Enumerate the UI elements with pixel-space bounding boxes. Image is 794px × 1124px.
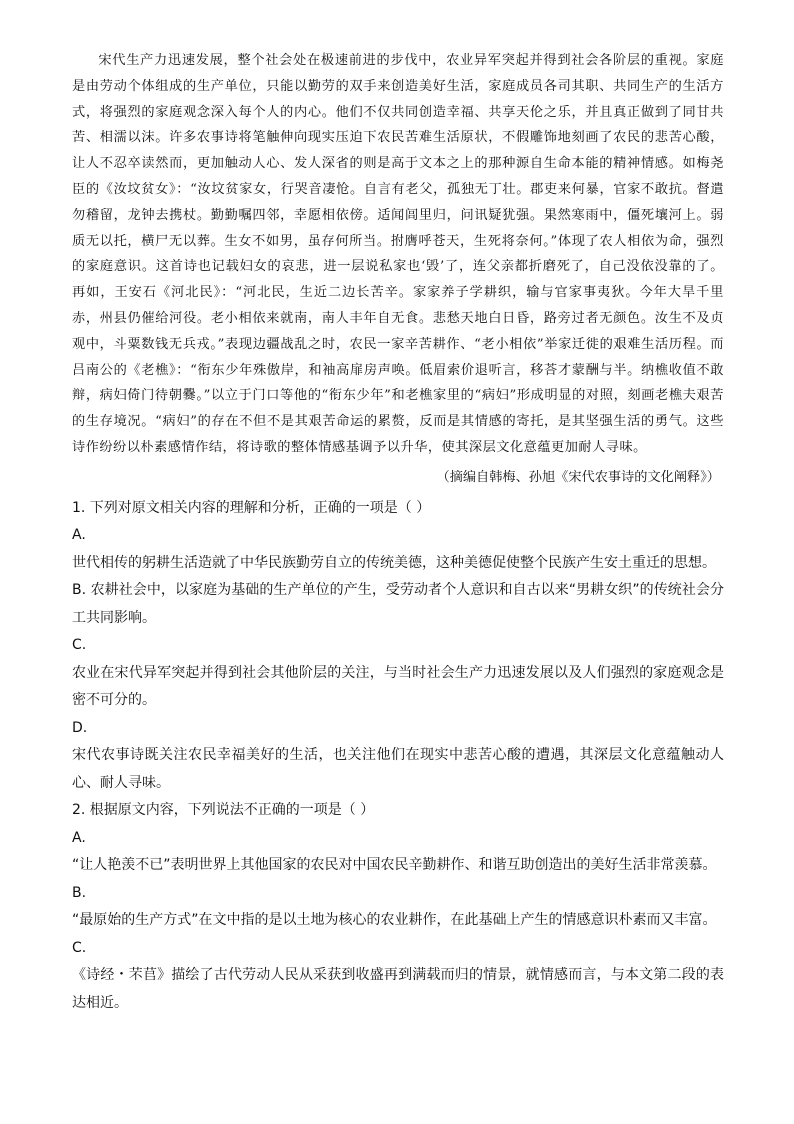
question-1: [72, 495, 724, 798]
question-1-option-b-text: 农耕社会中，以家庭为基础的生产单位的产生，受劳动者个人意识和自古以来“男耕女织”的传统社会分工共同影响。: [72, 582, 724, 626]
question-2-option-b-label: B.: [72, 884, 87, 901]
question-2-option-a-text: “让人艳羡不已”表明世界上其他国家的农民对中国农民辛勤耕作、和谐互助创造出的美好生活非常羡慕。: [72, 857, 717, 874]
question-1-option-b-label: B.: [72, 582, 87, 599]
question-1-option-c-label: C.: [72, 637, 87, 654]
question-2-option-a-label: A.: [72, 829, 86, 846]
question-1-option-d-label: D.: [72, 719, 88, 736]
question-2-option-c-label: C.: [72, 939, 87, 956]
passage-source: （摘编自韩梅、孙旭《宋代农事诗的文化阐释》）: [436, 469, 720, 485]
question-1-option-b: [72, 577, 724, 632]
question-2: [72, 797, 724, 1017]
question-2-stem: 2. 根据原文内容，下列说法不正确的一项是（ ）: [72, 802, 375, 819]
passage-text: 宋代生产力迅速发展，整个社会处在极速前进的步伐中，农业异军突起并得到社会各阶层的重视。家庭是由劳动个体组成的生产单位，只能以勤劳的双手来创造美好生活，家庭成员各司其职、共同生产的生活方式，将强烈的家庭观念深入每个人的内心。他们不仅共同创造幸福、共享天伦之乐，并且真正做到了同甘共苦、相濡以沫。许多农事诗将笔触伸向现实压迫下农民苦难生活原状，不假雕饰地刻画了农民的悲苦心酸，让人不忍卒读然而，更加触动人心、发人深省的则是高于文本之上的那种源自生命本能的精神情感。如梅尧臣的《汝坟贫女》：“汝坟贫家女，行哭音凄怆。自言有老父，孤独无丁壮。郡吏来何暴，官家不敢抗。督遣勿稽留，龙钟去携杖。勤勤嘱四邻，幸愿相依傍。适闻闾里归，问讯疑犹强。果然寒雨中，僵死壤河上。弱质无以托，横尸无以葬。生女不如男，虽存何所当。拊膺呼苍天，生死将奈何。”体现了农人相依为命，强烈的家庭意识。这首诗也记载妇女的哀悲，进一层说私家也‘毁’了，连父亲都折磨死了，自己没依没靠的了。再如，王安石《河北民》：“河北民，生近二边长苦辛。家家养子学耕织，输与官家事夷狄。今年大旱千里赤，州县仍催给河役。老小相依来就南，南人丰年自无食。悲愁天地白日昏，路旁过者无颜色。汝生不及贞观中，斗粟数钱无兵戎。”表现边疆战乱之时，农民一家辛苦耕作、“老小相依”举家迁徙的艰难生活历程。而吕南公的《老樵》：“衔东少年殊傲岸，和袖高扉房声唤。低眉索价退听言，移荅才蒙酬与半。纳樵收值不敢辩，病妇倚门待朝爨。”以立于门口等他的“衔东少年”和老樵家里的“病妇”形成明显的对照，刻画老樵夫艰苦的生存境况。“病妇”的存在不但不是其艰苦命运的累赘，反而是其情感的寄托，是其坚强生活的勇气。这些诗作纷纷以朴素感情作结，将诗歌的整体情感基调予以升华，使其深层文化意蕴更加耐人寻味。: [72, 53, 724, 455]
question-1-option-a-label: A.: [72, 527, 86, 544]
question-1-stem: 1. 下列对原文相关内容的理解和分析，正确的一项是（ ）: [72, 499, 431, 516]
question-2-option-b-text: “最原始的生产方式”在文中指的是以土地为核心的农业耕作，在此基础上产生的情感意识朴素而又丰富。: [72, 912, 717, 929]
question-2-option-c-text: 《诗经・芣苢》描绘了古代劳动人民从采获到收盛再到满载而归的情景，就情感而言，与本文第二段的表达相近。: [72, 967, 724, 1011]
question-1-option-c-text: 农业在宋代异军突起并得到社会其他阶层的关注，与当时社会生产力迅速发展以及人们强烈的家庭观念是密不可分的。: [72, 664, 724, 709]
question-1-option-d-text: 宋代农事诗既关注农民幸福美好的生活，也关注他们在现实中悲苦心酸的遭遇，其深层文化意蕴触动人心、耐人寻味。: [72, 747, 724, 791]
question-1-option-a-text: 世代相传的躬耕生活造就了中华民族勤劳自立的传统美德，这种美德促使整个民族产生安土重迁的思想。: [72, 554, 716, 571]
